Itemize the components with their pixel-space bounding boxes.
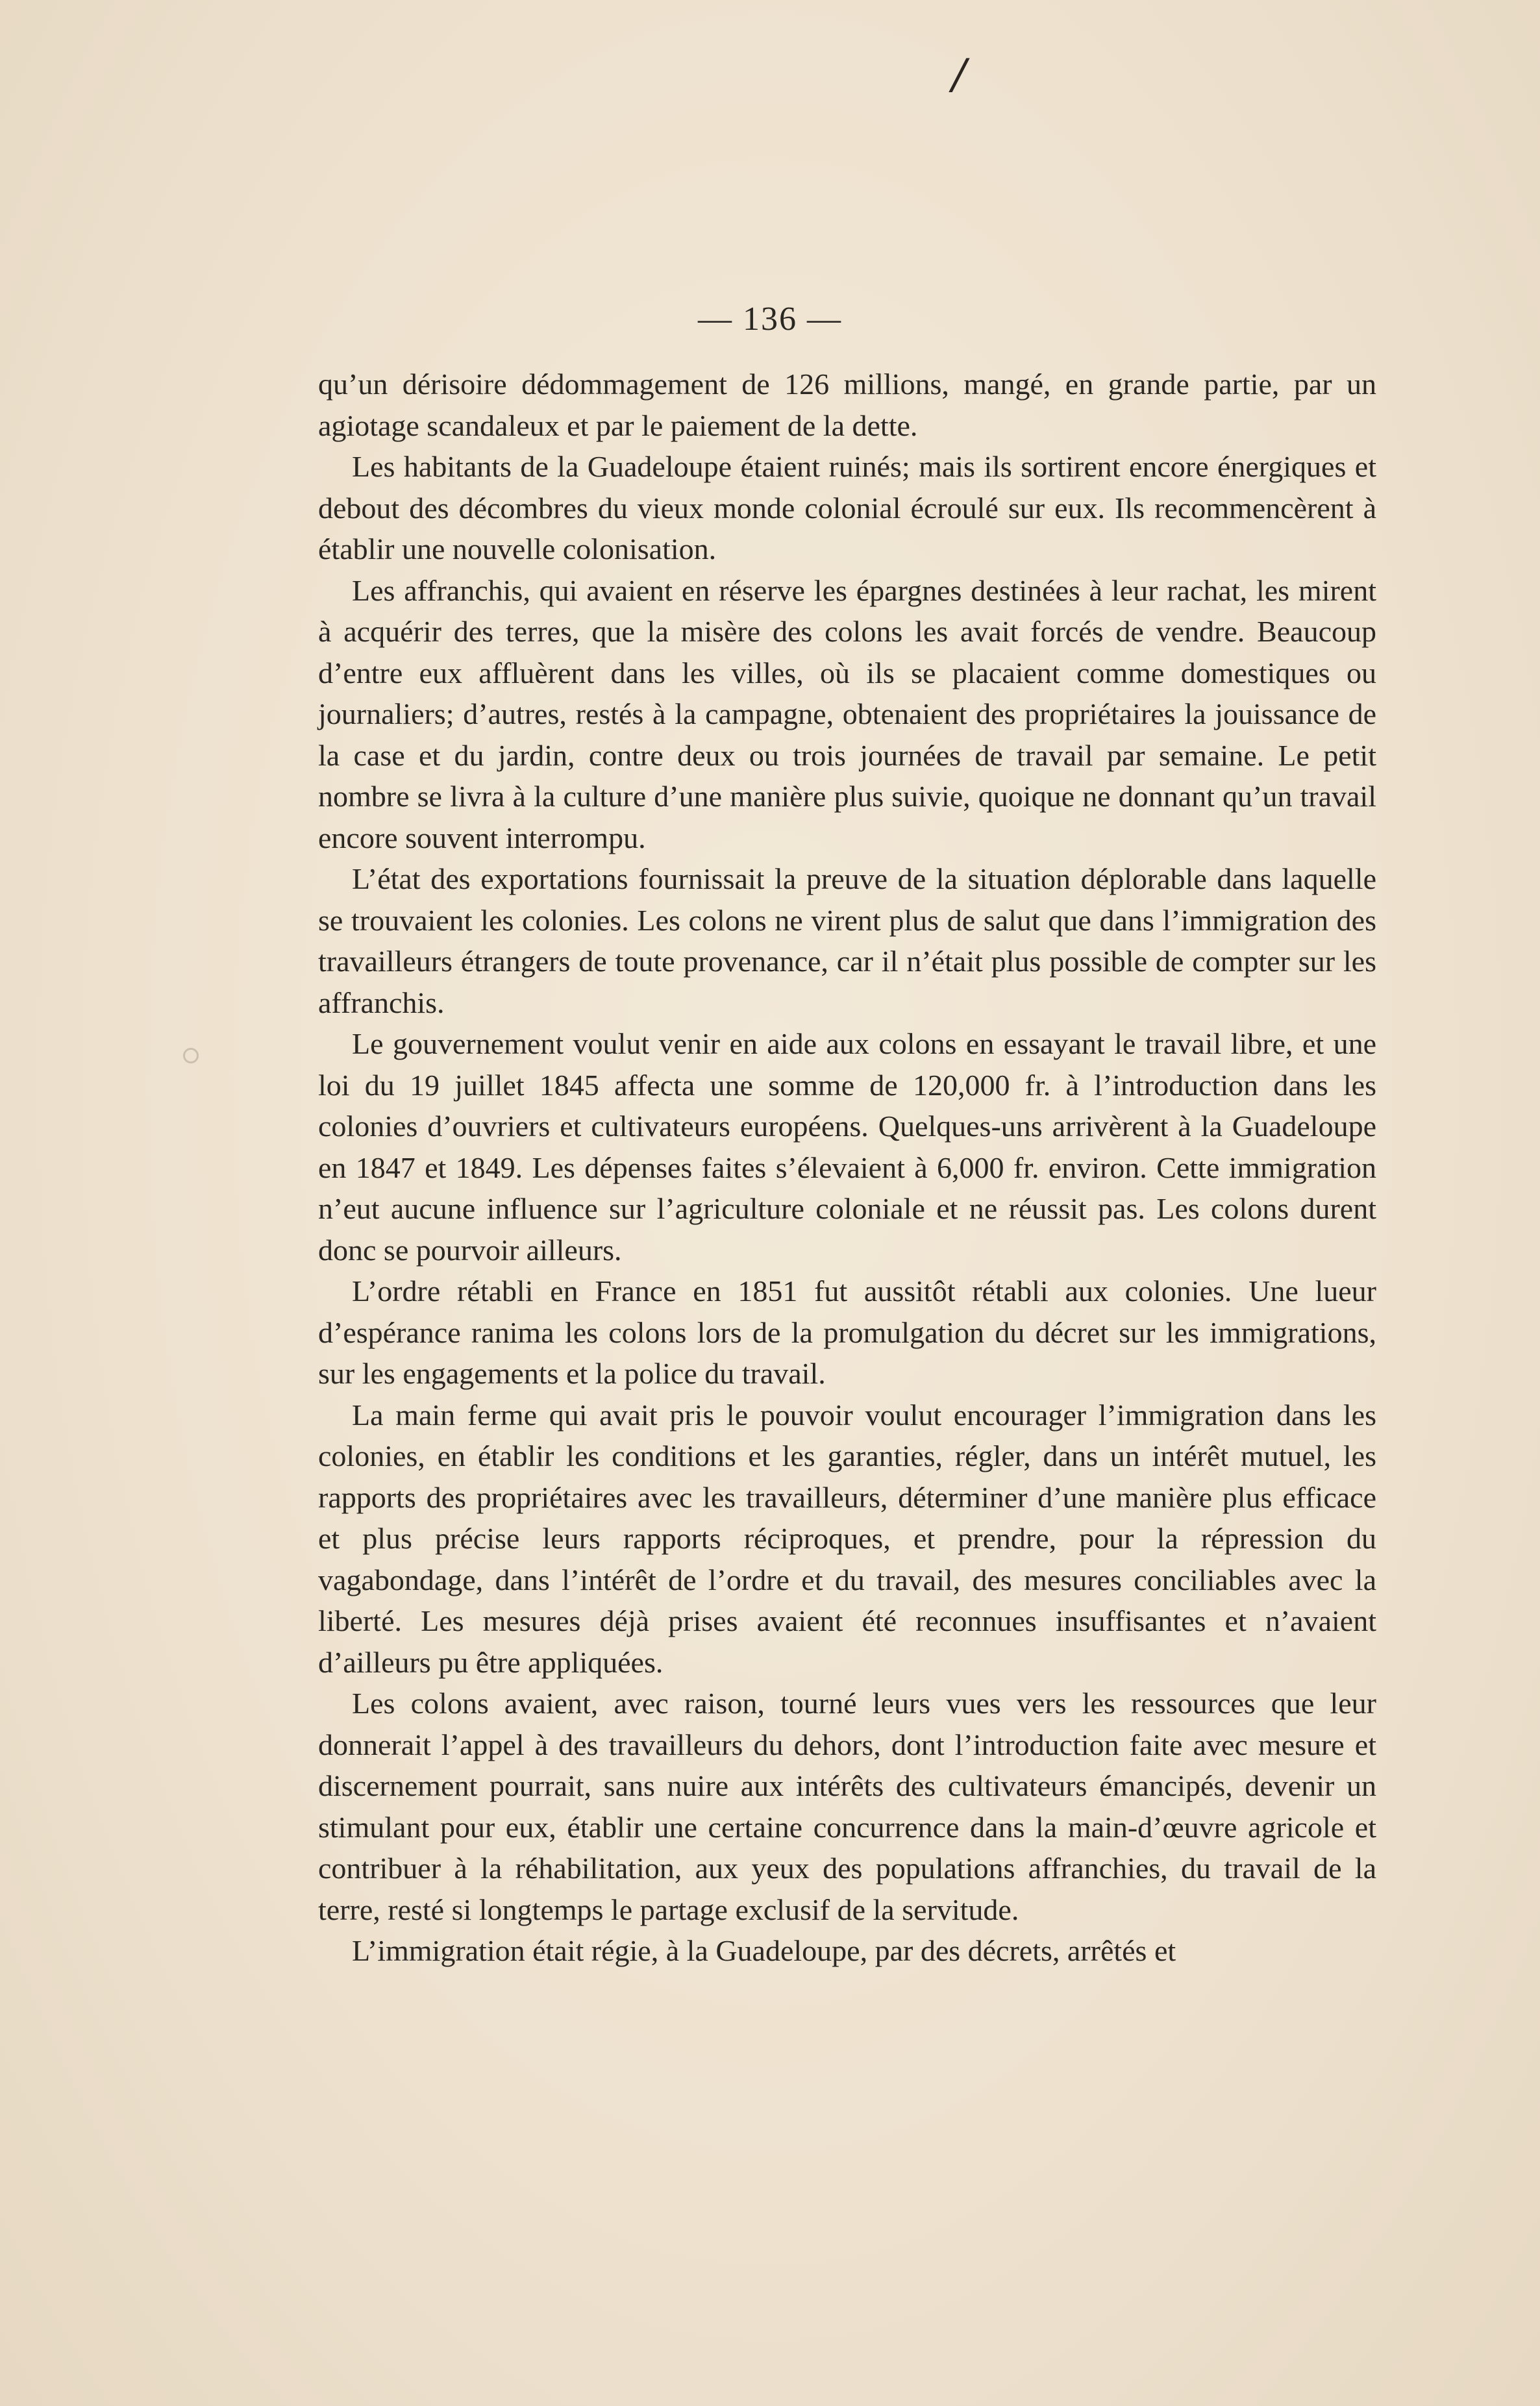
page-number: — 136 — xyxy=(698,301,842,338)
paragraph: Les colons avaient, avec raison, tourné leurs vues vers les ressources que leur donnerait l’appel à des travailleurs du dehors, dont l’introduction faite avec mesure et discernement pourrait, sans nuire aux intérêts des cultivateurs émancipés, devenir un stimulant pour eux, établir une certaine concurrence dans la main-d’œuvre agricole et contribuer à la réhabilitation, aux yeux des populations affranchies, du travail de la terre, resté si longtemps le partage exclusif de la servitude. xyxy=(318,1687,1376,1926)
corner-ink-mark: / xyxy=(952,46,966,103)
paragraph: La main ferme qui avait pris le pouvoir voulut encourager l’immigration dans les colonies, en établir les conditions et les garanties, régler, dans un intérêt mutuel, les rapports des propriétaires avec les travailleurs, déterminer d’une manière plus efficace et plus précise leurs rapports réciproques, et prendre, pour la répression du vagabondage, dans l’intérêt de l’ordre et du travail, des mesures conciliables avec la liberté. Les mesures déjà prises avaient été reconnues insuffisantes et n’avaient d’ailleurs pu être appliquées. xyxy=(318,1398,1376,1679)
paragraph: L’ordre rétabli en France en 1851 fut aussitôt rétabli aux colonies. Une lueur d’espérance ranima les colons lors de la promulgation du décret sur les immigrations, sur les engagements et la police du travail. xyxy=(318,1274,1376,1390)
body-text xyxy=(318,364,1376,1972)
paragraph: L’immigration était régie, à la Guadeloupe, par des décrets, arrêtés et xyxy=(352,1934,1176,1967)
paragraph: Les habitants de la Guadeloupe étaient ruinés; mais ils sortirent encore énergiques et debout des décombres du vieux monde colonial écroulé sur eux. Ils recommencèrent à établir une nouvelle colonisation. xyxy=(318,450,1376,565)
paragraph: Le gouvernement voulut venir en aide aux colons en essayant le travail libre, et une loi du 19 juillet 1845 affecta une somme de 120,000 fr. à l’introduction dans les colonies d’ouvriers et cultivateurs européens. Quelques-uns arrivèrent à la Guadeloupe en 1847 et 1849. Les dépenses faites s’élevaient à 6,000 fr. environ. Cette immigration n’eut aucune influence sur l’agriculture coloniale et ne réussit pas. Les colons durent donc se pourvoir ailleurs. xyxy=(318,1027,1376,1267)
paragraph: Les affranchis, qui avaient en réserve les épargnes destinées à leur rachat, les mirent à acquérir des terres, que la misère des colons les avait forcés de vendre. Beaucoup d’entre eux affluèrent dans les villes, où ils se placaient comme domestiques ou journaliers; d’autres, restés à la campagne, obtenaient des propriétaires la jouissance de la case et du jardin, contre deux ou trois journées de travail par semaine. Le petit nombre se livra à la culture d’une manière plus suivie, quoique ne donnant qu’un travail encore souvent interrompu. xyxy=(318,573,1376,854)
paragraph: L’état des exportations fournissait la preuve de la situation déplorable dans laquelle se trouvaient les colonies. Les colons ne virent plus de salut que dans l’immigration des travailleurs étrangers de toute provenance, car il n’était plus possible de compter sur les affranchis. xyxy=(318,862,1376,1019)
paragraph: qu’un dérisoire dédommagement de 126 millions, mangé, en grande partie, par un agiotage scandaleux et par le paiement de la dette. xyxy=(318,367,1376,442)
margin-hole-mark xyxy=(183,1048,199,1063)
